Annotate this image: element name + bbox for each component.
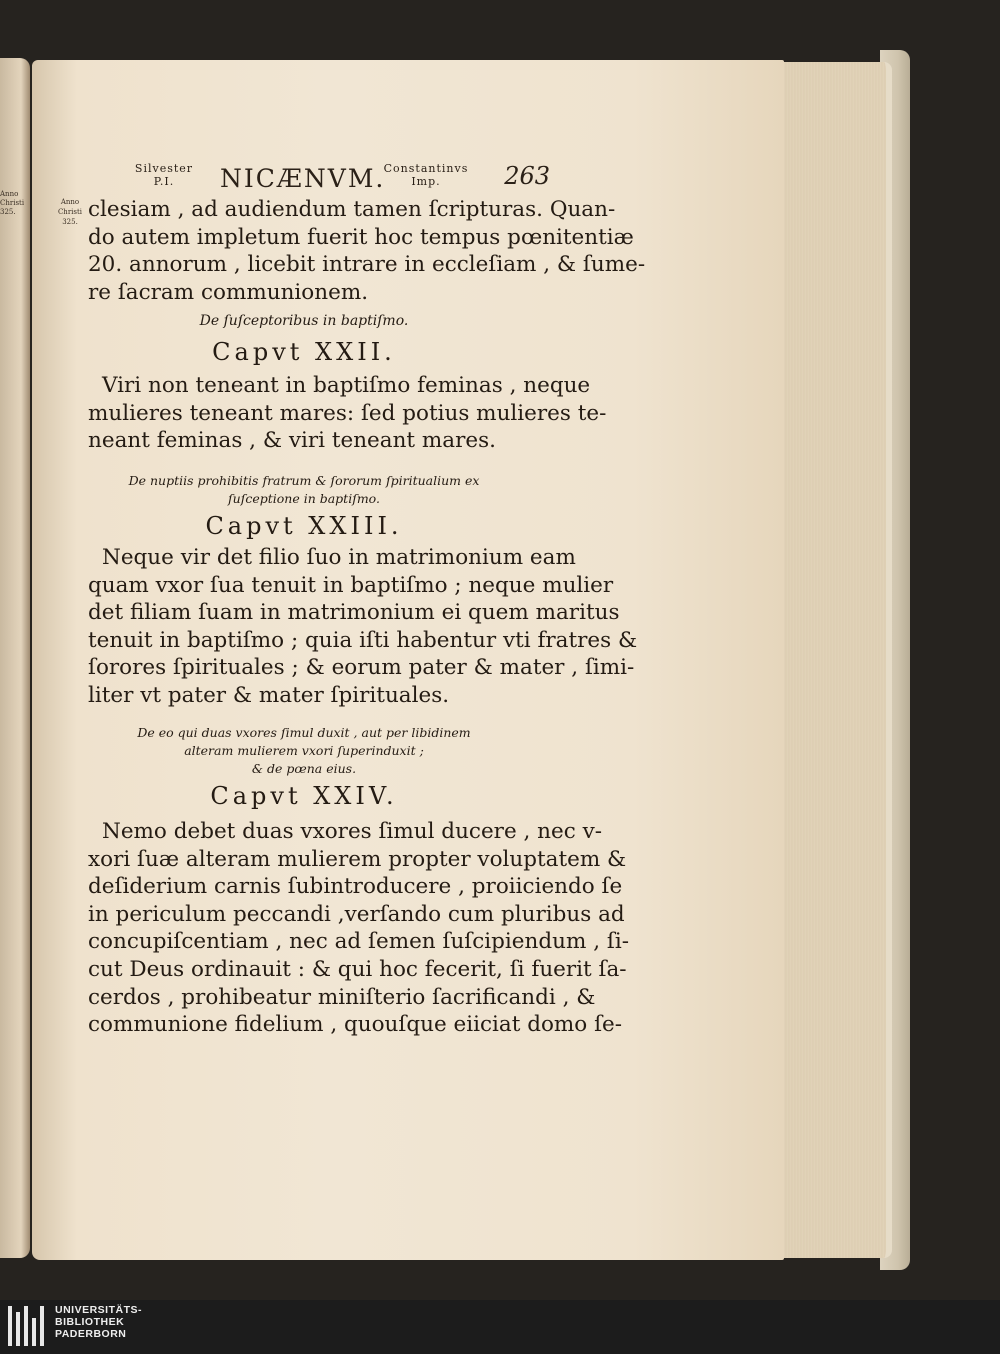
- caput-heading: Capvt XXII.: [212, 338, 396, 366]
- logo-line: UNIVERSITÄTS-: [55, 1304, 143, 1316]
- section-subtitle: De ſuſceptoribus in baptiſmo.: [199, 313, 409, 329]
- header-left-line1: Silvester: [134, 162, 194, 175]
- header-left: [118, 162, 210, 188]
- caput-heading: Capvt XXIII.: [205, 512, 403, 540]
- header-right-line1: Constantinvs: [383, 162, 469, 175]
- text-line: deſiderium carnis ſubintroducere , proiiciendo ſe: [88, 874, 623, 900]
- text-line: concupiſcentiam , nec ad ſemen ſuſcipiendum , ſi-: [88, 929, 629, 955]
- text-line: cut Deus ordinauit : & qui hoc fecerit, ſi fuerit ſa-: [88, 956, 627, 982]
- library-logo-text: [55, 1304, 205, 1340]
- text-line: tenuit in baptiſmo ; quia iſti habentur vti fratres &: [88, 627, 638, 653]
- left-page-edge: [0, 58, 30, 1258]
- margin-note-line: Christi: [57, 208, 83, 216]
- text-line: quam vxor ſua tenuit in baptiſmo ; neque mulier: [88, 572, 614, 598]
- section-subtitle: alteram mulierem vxori ſuperinduxit ;: [184, 743, 424, 758]
- section-subtitle: ſuſceptione in baptiſmo.: [228, 491, 380, 506]
- text-line: xori ſuæ alteram mulierem propter voluptatem &: [88, 846, 627, 872]
- section-subtitle: De nuptiis prohibitis fratrum & ſororum ſpiritualium ex: [128, 473, 480, 488]
- page-number: 263: [504, 162, 550, 190]
- section-subtitle: De eo qui duas vxores ſimul duxit , aut per libidinem: [137, 725, 471, 740]
- text-line: do autem impletum fuerit hoc tempus pœnitentiæ: [88, 224, 634, 250]
- left-note-line: 325.: [0, 208, 16, 216]
- section-23: [88, 472, 638, 710]
- left-note-line: Christi: [0, 199, 25, 207]
- text-line: Neque vir det filio ſuo in matrimonium eam: [102, 545, 576, 570]
- caput-heading: Capvt XXIV.: [210, 782, 398, 810]
- section-subtitle: & de pœna eius.: [251, 761, 357, 776]
- text-line: 20. annorum , licebit intrare in eccleſiam , & ſume-: [88, 252, 646, 278]
- left-page-margin-note: [0, 190, 26, 217]
- text-line: det filiam ſuam in matrimonium ei quem maritus: [88, 600, 620, 626]
- text-line: re ſacram communionem.: [88, 279, 369, 305]
- page-stack-edge: [768, 62, 892, 1258]
- text-line: in periculum peccandi ,verſando cum pluribus ad: [88, 901, 625, 927]
- text-line: ſorores ſpirituales ; & eorum pater & mater , ſimi-: [88, 655, 635, 681]
- section-24: [88, 724, 629, 1039]
- header-right: [362, 162, 490, 188]
- library-logo-icon: [8, 1306, 50, 1346]
- text-line: communione fidelium , quouſque eiiciat domo ſe-: [88, 1012, 623, 1038]
- text-line: liter vt pater & mater ſpirituales.: [88, 682, 450, 708]
- text-line: neant feminas , & viri teneant mares.: [88, 428, 496, 454]
- text-line: Viri non teneant in baptiſmo feminas , neque: [102, 373, 591, 398]
- left-note-line: Anno: [0, 190, 19, 198]
- text-line: mulieres teneant mares: ſed potius mulieres te-: [88, 400, 607, 426]
- running-header: [118, 162, 550, 198]
- header-right-line2: Imp.: [411, 175, 441, 188]
- section-22: [88, 312, 607, 455]
- margin-note-year: [52, 197, 88, 227]
- text-line: clesiam , ad audiendum tamen ſcripturas. Quan-: [88, 197, 616, 222]
- margin-note-line: 325.: [62, 218, 78, 226]
- logo-line: PADERBORN: [55, 1328, 127, 1340]
- logo-line: BIBLIOTHEK: [55, 1316, 125, 1328]
- margin-note-line: Anno: [60, 198, 80, 206]
- text-line: cerdos , prohibeatur miniſterio ſacrificandi , &: [88, 984, 596, 1010]
- opening-paragraph: [88, 196, 646, 306]
- header-left-line2: P.I.: [153, 175, 175, 188]
- text-line: Nemo debet duas vxores ſimul ducere , nec v-: [102, 819, 603, 844]
- header-title: NICÆNVM.: [220, 164, 386, 193]
